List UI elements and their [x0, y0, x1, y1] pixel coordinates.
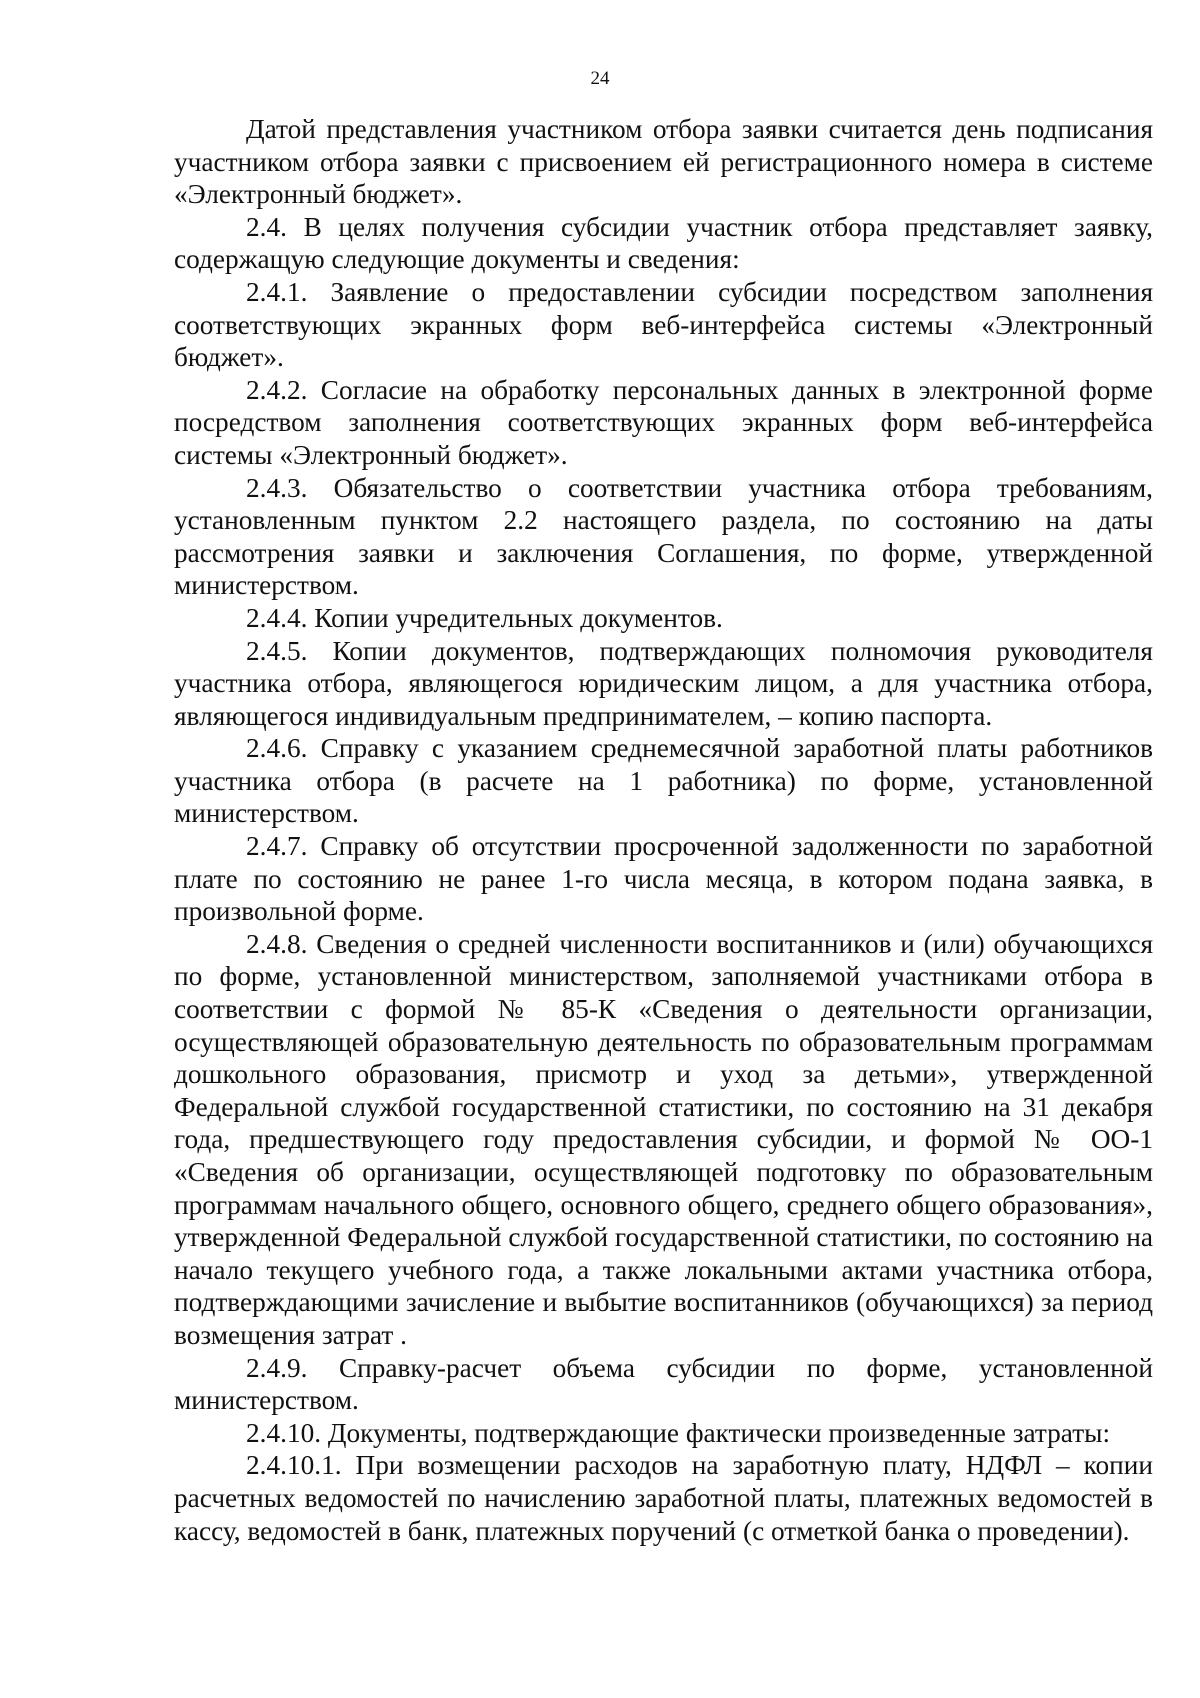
paragraph-2-4-1: 2.4.1. Заявление о предоставлении субсидии посредством заполнения соответствующих экранных форм веб-интерфейса системы «Электронный бюджет». — [174, 276, 1153, 373]
paragraph-2-4-4: 2.4.4. Копии учредительных документов. — [246, 602, 723, 633]
paragraph-2-4-5: 2.4.5. Копии документов, подтверждающих полномочия руководителя участника отбора, являющегося юридическим лицом, а для участника отбора, являющегося индивидуальным предпринимателем, – копию паспорта. — [174, 635, 1153, 731]
paragraph-2-4-10: 2.4.10. Документы, подтверждающие фактически произведенные затраты: — [246, 1417, 1111, 1448]
paragraph-2-4-3: 2.4.3. Обязательство о соответствии участника отбора требованиям, установленным пунктом 2.2 настоящего раздела, по состоянию на даты рассмотрения заявки и заключения Соглашения, по форме, утвержденной министерством. — [174, 472, 1153, 601]
paragraph-2-4-8: 2.4.8. Сведения о средней численности воспитанников и (или) обучающихся по форме, установленной министерством, заполняемой участниками отбора в соответствии с формой № 85-К «Сведения о деятельности организации, осуществляющей образовательную деятельность по образовательным программам дошкольного образования, присмотр и уход за детьми», утвержденной Федеральной службой государственной статистики, по состоянию на 31 декабря года, предшествующего году предоставления субсидии, и формой № ОО-1 «Сведения об организации, осуществляющей подготовку по образовательным программам начального общего, основного общего, среднего общего образования», утвержденной Федеральной службой государственной статистики, по состоянию на начало текущего учебного года, а также локальными актами участника отбора, подтверждающими зачисление и выбытие воспитанников (обучающихся) за период возмещения затрат . — [174, 928, 1153, 1350]
paragraph-2-4-7: 2.4.7. Справку об отсутствии просроченной задолженности по заработной плате по состоянию не ранее 1-го числа месяца, в котором подана заявка, в произвольной форме. — [174, 831, 1153, 927]
paragraph-2-4-6: 2.4.6. Справку с указанием среднемесячной заработной платы работников участника отбора (в расчете на 1 работника) по форме, установленной министерством. — [174, 733, 1153, 829]
paragraph-2-4-10-1: 2.4.10.1. При возмещении расходов на заработную плату, НДФЛ – копии расчетных ведомостей по начислению заработной платы, платежных ведомостей в кассу, ведомостей в банк, платежных поручений (с отметкой банка о проведении). — [174, 1450, 1153, 1546]
document-body — [174, 113, 1153, 1547]
paragraph-2-4: 2.4. В целях получения субсидии участник отбора представляет заявку, содержащую следующие документы и сведения: — [174, 211, 1153, 275]
paragraph-2-4-9: 2.4.9. Справку-расчет объема субсидии по форме, установленной министерством. — [174, 1352, 1153, 1416]
paragraph-submission-date: Датой представления участником отбора заявки считается день подписания участником отбора заявки с присвоением ей регистрационного номера в системе «Электронный бюджет». — [174, 114, 1153, 210]
page-number: 24 — [590, 68, 610, 89]
paragraph-2-4-2: 2.4.2. Согласие на обработку персональных данных в электронной форме посредством заполнения соответствующих экранных форм веб-интерфейса системы «Электронный бюджет». — [174, 374, 1153, 470]
